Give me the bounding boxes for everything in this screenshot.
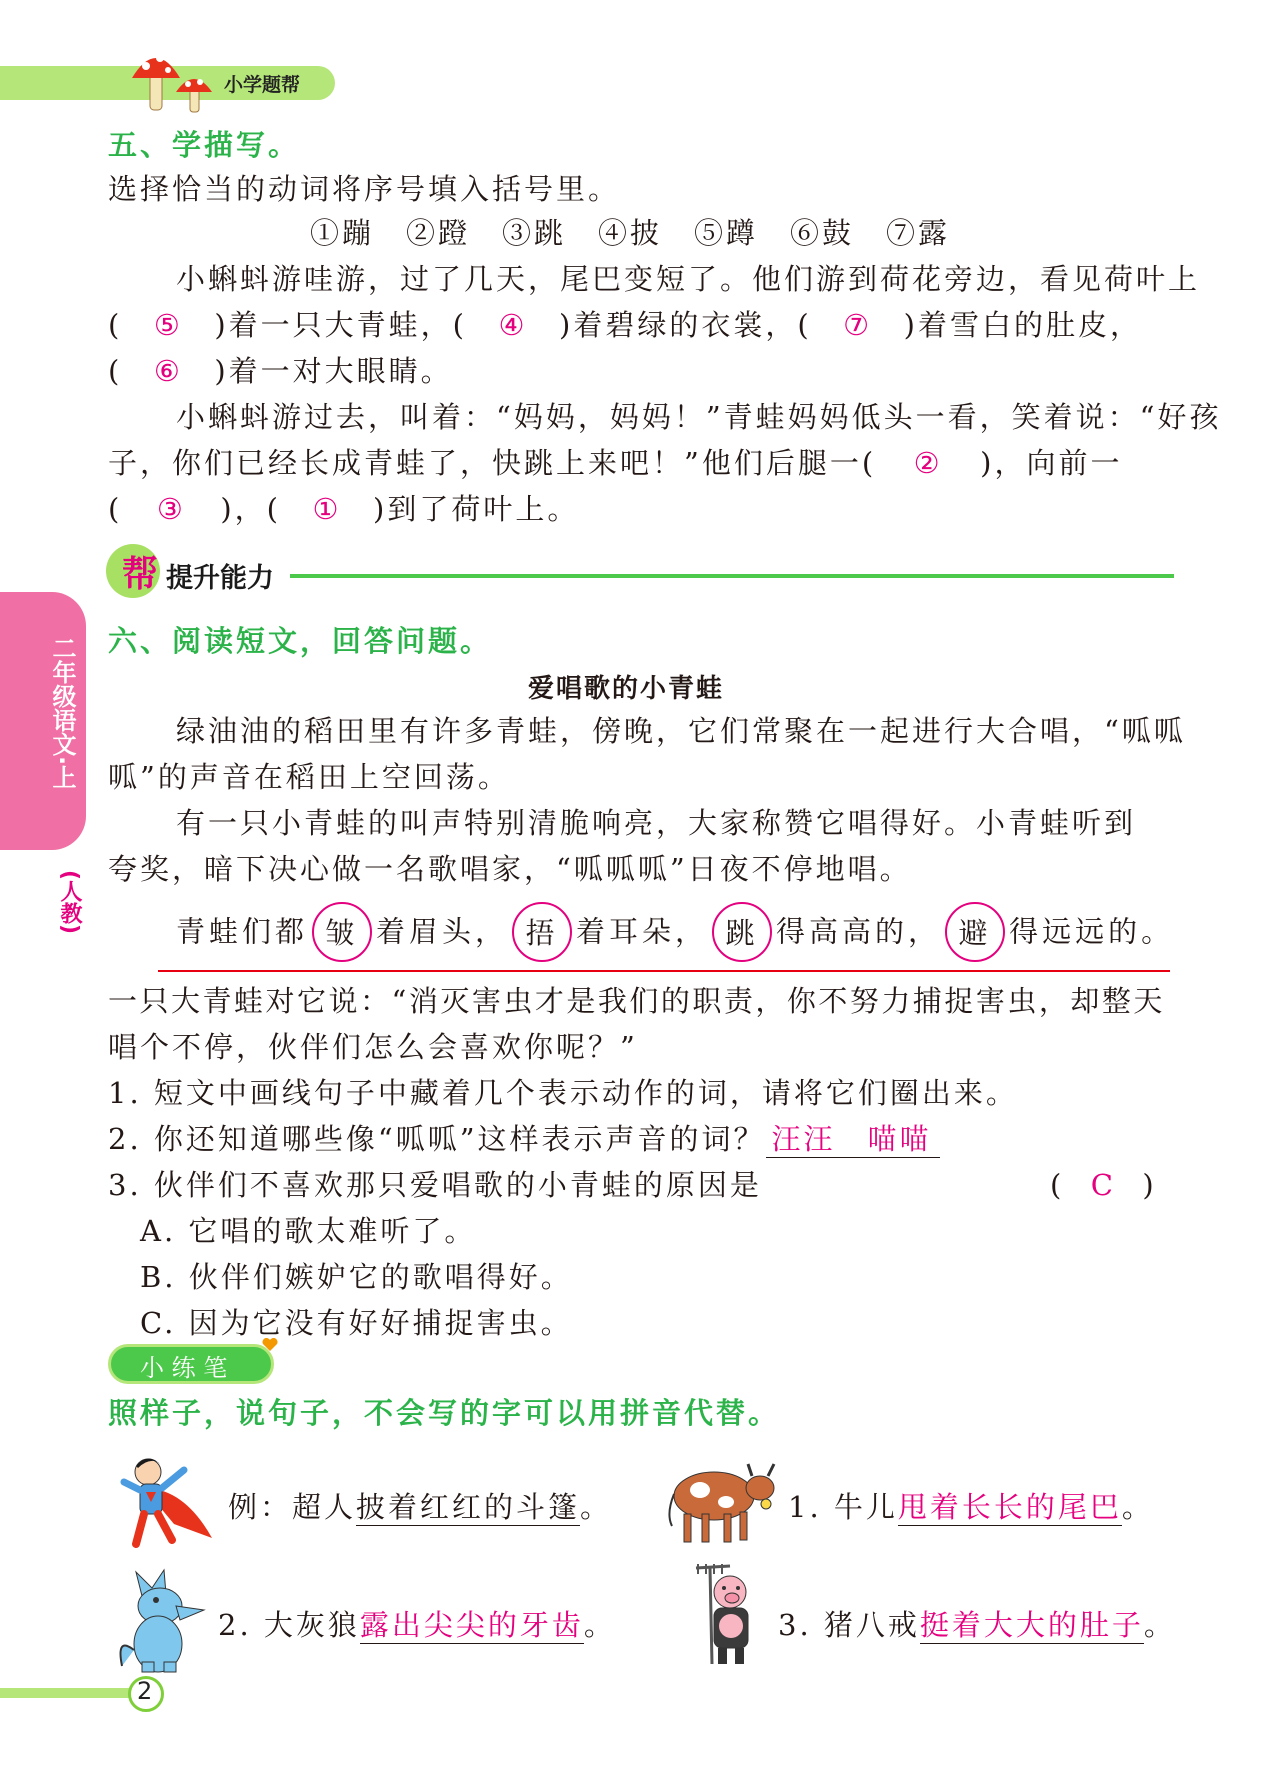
circled-verb: 皱 (312, 902, 372, 962)
banner-rule (290, 574, 1174, 578)
superman-illustration-icon (114, 1448, 222, 1558)
text-run: 子，你们已经长成青蛙了，快跳上来吧！”他们后腿一 (108, 446, 862, 480)
side-tab-grade: 二年级语文·上 (48, 636, 76, 790)
text-run: 着碧绿的衣裳， (573, 308, 798, 342)
pigsy-illustration-icon (690, 1560, 762, 1668)
text-run: 着雪白的肚皮， (918, 308, 1143, 342)
story-p2-line2: 夸奖，暗下决心做一名歌唱家，“呱呱呱”日夜不停地唱。 (108, 852, 912, 886)
answer-blank: ② (913, 446, 943, 480)
story-p2-line1: 有一只小青蛙的叫声特别清脆响亮，大家称赞它唱得好。小青蛙听到 (176, 806, 1137, 840)
cow-illustration-icon (666, 1454, 784, 1546)
story-underlined-sentence (176, 902, 1174, 962)
header-title: 小学题帮 (224, 74, 301, 96)
question-3-answer: C (1090, 1168, 1116, 1202)
text-run: 。 (1121, 1490, 1154, 1524)
question-2 (108, 1122, 940, 1157)
text-run: 青蛙们都 (176, 914, 309, 949)
text-run: 。 (1143, 1608, 1176, 1642)
text-run: 着眉头， (376, 914, 509, 949)
answer-blank: ⑦ (843, 308, 873, 342)
practice-item-1 (788, 1490, 1154, 1525)
heart-icon (262, 1338, 278, 1352)
answer-blank: ④ (498, 308, 528, 342)
practice-instruction: 照样子，说句子，不会写的字可以用拼音代替。 (108, 1396, 781, 1430)
story-p4-line1: 一只大青蛙对它说：“消灭害虫才是我们的职责，你不努力捕捉害虫，却整天 (108, 984, 1165, 1018)
side-tab-edition: (人教) (57, 870, 82, 935)
circled-verb: 捂 (512, 902, 572, 962)
story-p1-line2: 呱”的声音在稻田上空回荡。 (108, 760, 510, 794)
text-run: 1. 牛儿 (788, 1490, 898, 1524)
option-b: B. 伙伴们嫉妒它的歌唱得好。 (140, 1260, 573, 1294)
sentence-underline (158, 970, 1170, 972)
item3-answer: 挺着大大的肚子 (919, 1608, 1144, 1642)
page-number: 2 (137, 1677, 153, 1705)
example-underlined: 披着红红的斗篷 (356, 1490, 581, 1524)
answer-blank: ⑥ (153, 354, 183, 388)
item1-answer: 甩着长长的尾巴 (897, 1490, 1122, 1524)
text-run: 着一对大眼睛。 (228, 354, 453, 388)
text-run: 着一只大青蛙， (228, 308, 453, 342)
section5-p2-line1: 小蝌蚪游过去，叫着：“妈妈，妈妈！”青蛙妈妈低头一看，笑着说：“好孩 (176, 400, 1222, 434)
section6-heading: 六、阅读短文，回答问题。 (108, 624, 493, 658)
answer-blank: ① (312, 492, 342, 526)
practice-example (228, 1490, 612, 1525)
question-3-answer-box: ( C ) (1050, 1168, 1157, 1202)
circled-verb: 跳 (712, 902, 772, 962)
mushroom-logo-icon (128, 44, 218, 116)
text-run: 例：超人 (228, 1490, 357, 1524)
question-1: 1. 短文中画线句子中藏着几个表示动作的词，请将它们圈出来。 (108, 1076, 1018, 1110)
text-run: 2. 你还知道哪些像“呱呱”这样表示声音的词？ (108, 1122, 766, 1156)
story-p1-line1: 绿油油的稻田里有许多青蛙，傍晚，它们常聚在一起进行大合唱，“呱呱 (176, 714, 1186, 748)
question-3: 3. 伙伴们不喜欢那只爱唱歌的小青蛙的原因是 (108, 1168, 762, 1202)
text-run: 得高高的， (776, 914, 942, 949)
circled-verb: 避 (945, 902, 1005, 962)
story-title: 爱唱歌的小青蛙 (528, 674, 725, 704)
wolf-illustration-icon (112, 1566, 212, 1674)
item2-answer: 露出尖尖的牙齿 (359, 1608, 584, 1642)
text-run: 到了荷叶上。 (387, 492, 580, 526)
section5-p1-line3: ( ⑥ )着一对大眼睛。 (108, 354, 453, 388)
section5-options: ①蹦 ②蹬 ③跳 ④披 ⑤蹲 ⑥鼓 ⑦露 (310, 216, 951, 250)
text-run: 。 (580, 1490, 613, 1524)
text-run: 2. 大灰狼 (218, 1608, 360, 1642)
section5-instruction: 选择恰当的动词将序号填入括号里。 (108, 172, 621, 206)
answer-blank: ③ (156, 492, 186, 526)
text-run: 3. 猪八戒 (778, 1608, 920, 1642)
option-a: A. 它唱的歌太难听了。 (140, 1214, 477, 1248)
section5-p2-line3: ( ③ )，( ① )到了荷叶上。 (108, 492, 580, 526)
text-run: ，向前一 (994, 446, 1123, 480)
text-run: 得远远的。 (1009, 914, 1175, 949)
section5-p1-line1: 小蝌蚪游哇游，过了几天，尾巴变短了。他们游到荷花旁边，看见荷叶上 (176, 262, 1201, 296)
answer-blank: ⑤ (153, 308, 183, 342)
question-2-answer: 汪汪 喵喵 (766, 1122, 940, 1158)
section5-p2-line2: 子，你们已经长成青蛙了，快跳上来吧！”他们后腿一( ② )，向前一 (108, 446, 1123, 480)
story-p4-line2: 唱个不停，伙伴们怎么会喜欢你呢？” (108, 1030, 638, 1064)
section5-heading: 五、学描写。 (108, 128, 301, 162)
practice-item-2 (218, 1608, 616, 1643)
text-run: 。 (583, 1608, 616, 1642)
section5-p1-line2: ( ⑤ )着一只大青蛙，( ④ )着碧绿的衣裳，( ⑦ )着雪白的肚皮， (108, 308, 1143, 342)
banner-label: 提升能力 (166, 563, 274, 594)
text-run: 着耳朵， (576, 914, 709, 949)
practice-item-3 (778, 1608, 1176, 1643)
option-c: C. 因为它没有好好捕捉害虫。 (140, 1306, 573, 1340)
text-run: ， (234, 492, 267, 526)
banner-badge-text: 帮 (122, 554, 159, 595)
practice-badge-label: 小 练 笔 (140, 1354, 228, 1382)
